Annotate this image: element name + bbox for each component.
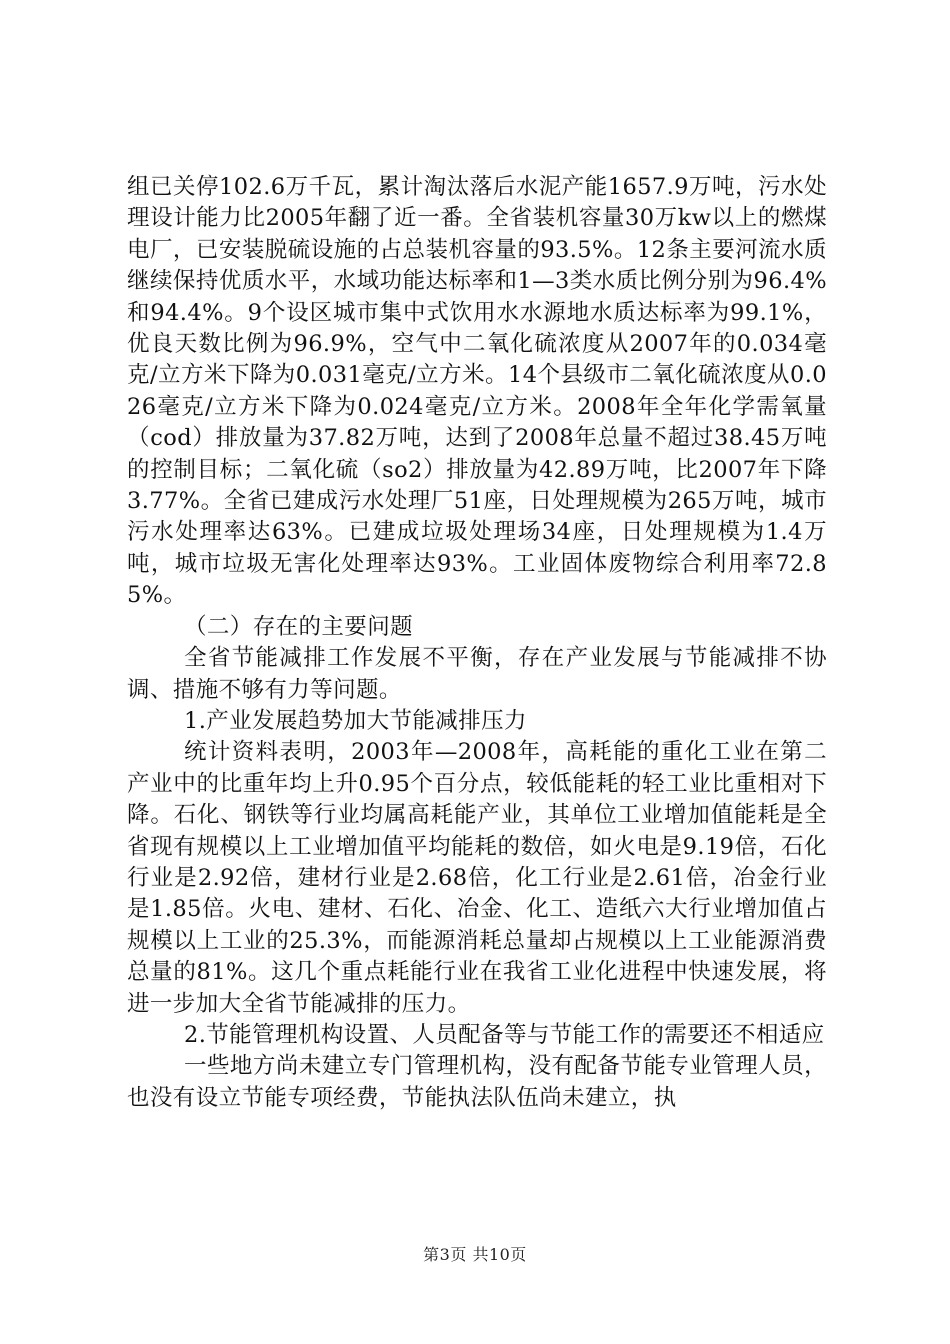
paragraph-problems-summary: 全省节能减排工作发展不平衡，存在产业发展与节能减排不协调、措施不够有力等问题。 xyxy=(127,645,827,703)
paragraph-industry-statistics: 统计资料表明，2003年—2008年，高耗能的重化工业在第二产业中的比重年均上升0.95个百分点，较低能耗的轻工业比重相对下降。石化、钢铁等行业均属高耗能产业，其单位工业增加值能耗是全省现有规模以上工业增加值平均能耗的数倍，如火电是9.19倍，石化行业是2.92倍，建材行业是2.68倍，化工行业是2.61倍，冶金行业是1.85倍。火电、建材、石化、冶金、化工、造纸六大行业增加值占规模以上工业的25.3%，而能源消耗总量却占规模以上工业能源消费总量的81%。这几个重点耗能行业在我省工业化进程中快速发展，将进一步加大全省节能减排的压力。 xyxy=(127,739,827,1017)
page-number-footer: 第3页 共10页 xyxy=(423,1245,527,1264)
section-heading-main-problems: （二）存在的主要问题 xyxy=(184,613,414,640)
document-body xyxy=(127,172,827,1114)
subheading-industry-pressure: 1.产业发展趋势加大节能减排压力 xyxy=(184,707,527,734)
paragraph-management-gaps: 一些地方尚未建立专门管理机构，没有配备节能专业管理人员，也没有设立节能专项经费，节能执法队伍尚未建立，执 xyxy=(127,1053,827,1111)
paragraph-achievements: 组已关停102.6万千瓦，累计淘汰落后水泥产能1657.9万吨，污水处理设计能力比2005年翻了近一番。全省装机容量30万kw以上的燃煤电厂，已安装脱硫设施的占总装机容量的93.5%。12条主要河流水质继续保持优质水平，水域功能达标率和1—3类水质比例分别为96.4%和94.4%。9个设区城市集中式饮用水水源地水质达标率为99.1%，优良天数比例为96.9%，空气中二氧化硫浓度从2007年的0.034毫克/立方米下降为0.031毫克/立方米。14个县级市二氧化硫浓度从0.026毫克/立方米下降为0.024毫克/立方米。2008年全年化学需氧量（cod）排放量为37.82万吨，达到了2008年总量不超过38.45万吨的控制目标；二氧化硫（so2）排放量为42.89万吨，比2007年下降3.77%。全省已建成污水处理厂51座，日处理规模为265万吨，城市污水处理率达63%。已建成垃圾处理场34座，日处理规模为1.4万吨，城市垃圾无害化处理率达93%。工业固体废物综合利用率72.85%。 xyxy=(127,174,827,609)
subheading-management-institutions: 2.节能管理机构设置、人员配备等与节能工作的需要还不相适应 xyxy=(184,1021,825,1048)
